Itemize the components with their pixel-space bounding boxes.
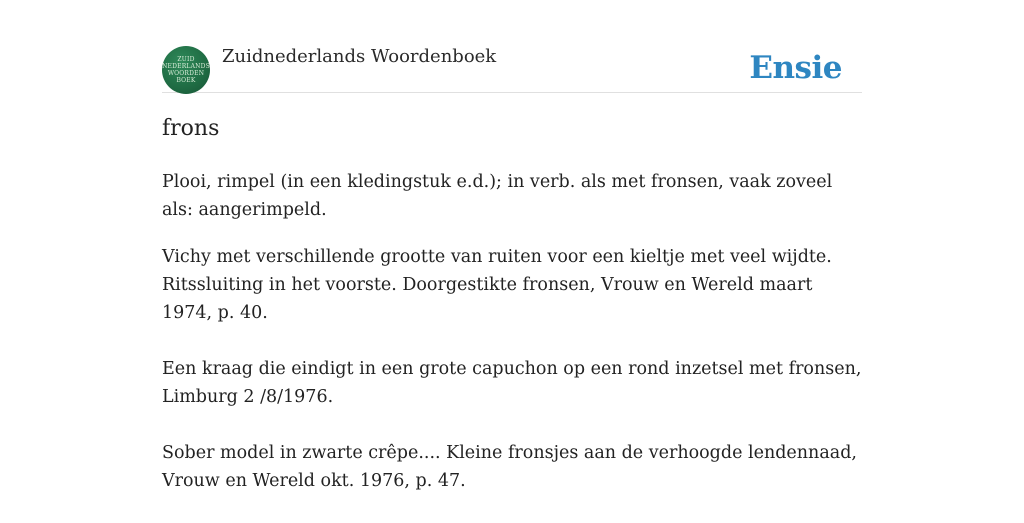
example-quote: Een kraag die eindigt in een grote capuchon op een rond inzetsel met fronsen, Limburg 2 /8/1976. (162, 359, 862, 407)
logo-text-line: WOORDEN (167, 70, 205, 77)
headword-title: frons (162, 116, 220, 141)
example-quote: Vichy met verschillende grootte van ruiten voor een kieltje met veel wijdte. Ritssluiting in het voorste. Doorgestikte fronsen, Vrouw en Wereld maart 1974, p. 40. (162, 247, 832, 323)
examples-list (162, 243, 862, 523)
definition-text: Plooi, rimpel (in een kledingstuk e.d.); in verb. als met fronsen, vaak zoveel als: aangerimpeld. (162, 172, 833, 220)
header (162, 44, 862, 93)
site-name[interactable]: Zuidnederlands Woordenboek (222, 46, 497, 67)
logo-text-line: ZUID (177, 56, 195, 63)
logo-text-line: BOEK (176, 77, 196, 84)
ensie-brand-logo[interactable]: Ensie (749, 50, 842, 86)
logo-text-line: NEDERLANDS (162, 63, 210, 70)
example-quote: Sober model in zwarte crêpe.... Kleine fronsjes aan de verhoogde lendennaad, Vrouw en Wereld okt. 1976, p. 47. (162, 443, 857, 491)
dictionary-logo[interactable] (162, 46, 210, 94)
